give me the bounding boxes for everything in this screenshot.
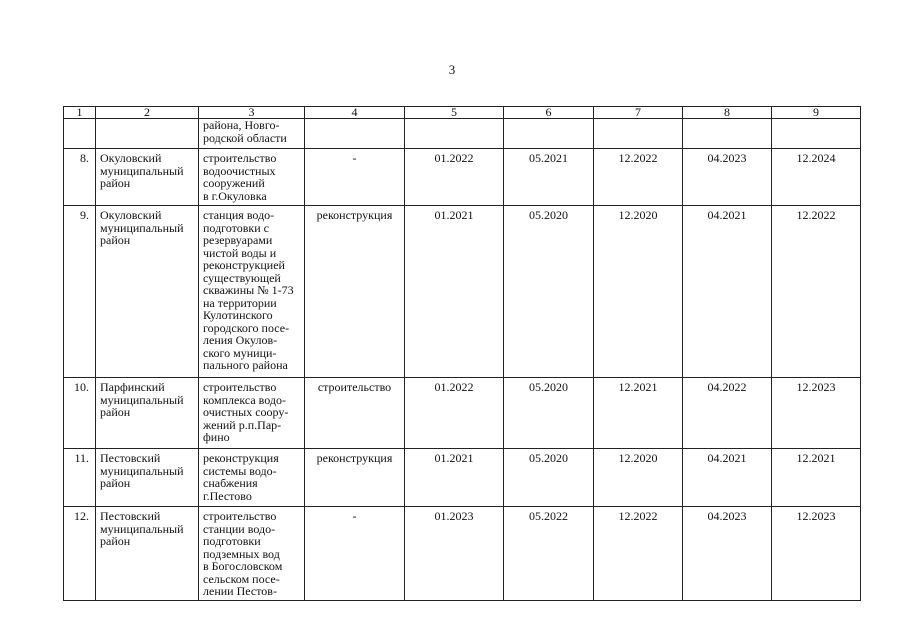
object-cell: района, Новго- родской области [199, 119, 305, 149]
district-cell: Окуловский муниципальный район [96, 149, 199, 206]
work-type-cell: - [305, 149, 405, 206]
header-cell: 4 [305, 107, 405, 119]
date-cell: 12.2022 [594, 149, 683, 206]
date-cell: 04.2021 [683, 449, 772, 507]
date-cell: 05.2020 [504, 449, 594, 507]
row-number: 10. [64, 378, 96, 449]
date-cell: 01.2022 [405, 378, 504, 449]
header-cell: 7 [594, 107, 683, 119]
district-cell: Парфинский муниципальный район [96, 378, 199, 449]
date-cell [594, 119, 683, 149]
object-cell: строительство станции водо- подготовки подземных вод в Богословском сельском посе- лении Пестов- [199, 507, 305, 601]
date-cell: 01.2022 [405, 149, 504, 206]
date-cell [683, 119, 772, 149]
date-cell: 04.2023 [683, 149, 772, 206]
object-cell: строительство комплекса водо- очистных соору- жений р.п.Пар- фино [199, 378, 305, 449]
date-cell: 12.2023 [772, 378, 861, 449]
district-cell: Окуловский муниципальный район [96, 206, 199, 378]
work-type-cell: реконструкция [305, 206, 405, 378]
date-cell: 05.2020 [504, 206, 594, 378]
work-type-cell [305, 119, 405, 149]
row-number: 9. [64, 206, 96, 378]
header-cell: 1 [64, 107, 96, 119]
table-row-continuation [64, 119, 861, 149]
table-header-row [64, 107, 861, 119]
table-row [64, 378, 861, 449]
date-cell: 12.2022 [594, 507, 683, 601]
date-cell: 04.2023 [683, 507, 772, 601]
work-type-cell: - [305, 507, 405, 601]
district-cell: Пестовский муниципальный район [96, 507, 199, 601]
date-cell [772, 119, 861, 149]
table-row [64, 449, 861, 507]
date-cell: 12.2023 [772, 507, 861, 601]
object-cell: строительство водоочистных сооружений в г.Окуловка [199, 149, 305, 206]
date-cell: 05.2022 [504, 507, 594, 601]
date-cell: 01.2021 [405, 449, 504, 507]
date-cell [405, 119, 504, 149]
date-cell: 12.2021 [594, 378, 683, 449]
date-cell: 12.2024 [772, 149, 861, 206]
date-cell [504, 119, 594, 149]
construction-schedule-table [63, 106, 861, 601]
header-cell: 6 [504, 107, 594, 119]
header-cell: 3 [199, 107, 305, 119]
header-cell: 5 [405, 107, 504, 119]
work-type-cell: реконструкция [305, 449, 405, 507]
page-number: 3 [448, 62, 456, 77]
date-cell: 12.2020 [594, 206, 683, 378]
district-cell: Пестовский муниципальный район [96, 449, 199, 507]
row-number: 11. [64, 449, 96, 507]
row-number: 12. [64, 507, 96, 601]
date-cell: 01.2021 [405, 206, 504, 378]
date-cell: 05.2021 [504, 149, 594, 206]
date-cell: 04.2021 [683, 206, 772, 378]
date-cell: 01.2023 [405, 507, 504, 601]
header-cell: 8 [683, 107, 772, 119]
work-type-cell: строительство [305, 378, 405, 449]
row-number: 8. [64, 149, 96, 206]
object-cell: станция водо- подготовки с резервуарами чистой воды и реконструкцией существующей скважины № 1-73 на территории Кулотинского городского посе- ления Окулов- ского муници- пального района [199, 206, 305, 378]
district-cell [96, 119, 199, 149]
date-cell: 12.2020 [594, 449, 683, 507]
date-cell: 12.2022 [772, 206, 861, 378]
row-number [64, 119, 96, 149]
table-row [64, 206, 861, 378]
table-row [64, 149, 861, 206]
header-cell: 9 [772, 107, 861, 119]
date-cell: 12.2021 [772, 449, 861, 507]
date-cell: 05.2020 [504, 378, 594, 449]
table-row [64, 507, 861, 601]
header-cell: 2 [96, 107, 199, 119]
object-cell: реконструкция системы водо- снабжения г.Пестово [199, 449, 305, 507]
date-cell: 04.2022 [683, 378, 772, 449]
